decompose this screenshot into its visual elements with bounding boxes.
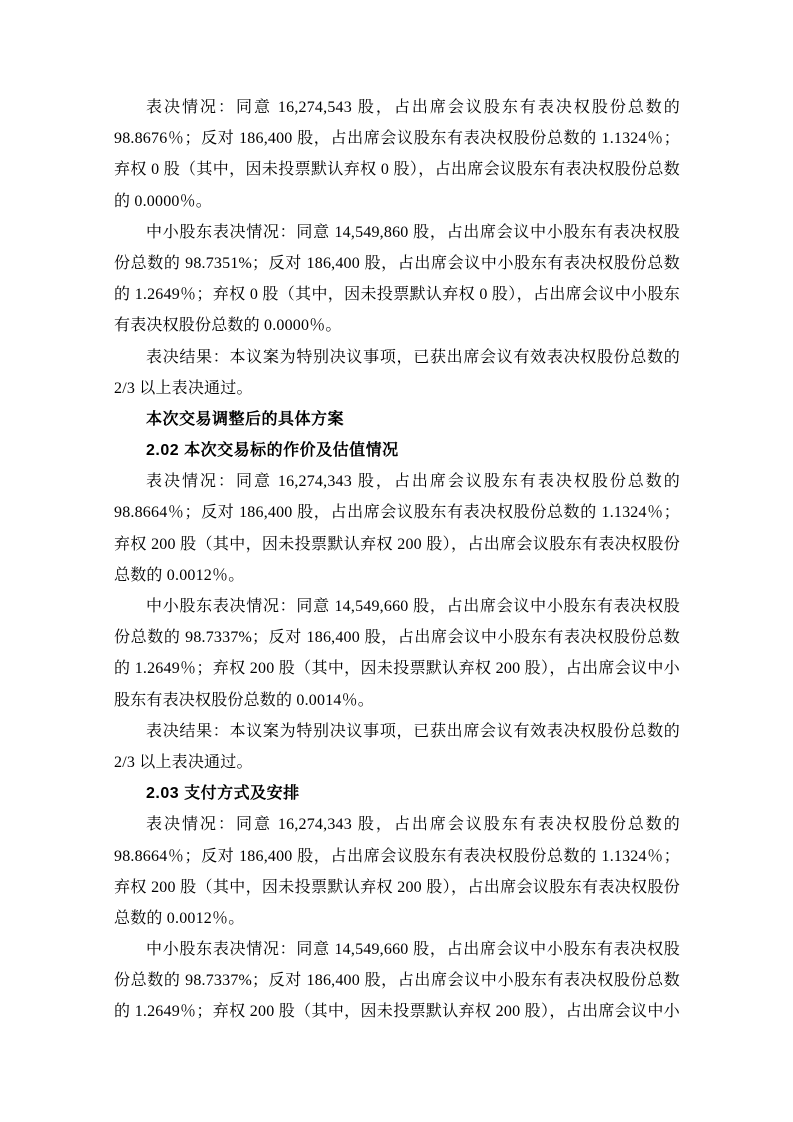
vote-2-all-shareholders (114, 466, 680, 591)
heading-line: 2.03 支付方式及安排 (146, 785, 300, 803)
text-line: 2/3 以上表决通过。 (114, 379, 253, 397)
text-line: 表决结果：本议案为特别决议事项，已获出席会议有效表决权股份总数的 (146, 348, 680, 366)
text-line: 份总数的 98.7337%；反对 186,400 股，占出席会议中小股东有表决权股份总数 (114, 972, 680, 990)
text-line: 份总数的 98.7337%；反对 186,400 股，占出席会议中小股东有表决权股份总数 (114, 629, 680, 647)
text-line: 表决结果：本议案为特别决议事项，已获出席会议有效表决权股份总数的 (146, 722, 680, 740)
heading-2-03-payment-arrangement (114, 778, 680, 809)
section-title-adjusted-plan (114, 404, 680, 435)
text-line: 98.8664％；反对 186,400 股，占出席会议股东有表决权股份总数的 1.1324％； (114, 504, 680, 522)
text-line: 中小股东表决情况：同意 14,549,660 股，占出席会议中小股东有表决权股 (146, 941, 680, 959)
text-line: 的 0.0000％。 (114, 192, 213, 210)
vote-1-minority-shareholders (114, 217, 680, 342)
vote-3-minority-shareholders (114, 934, 680, 1028)
text-line: 弃权 200 股（其中，因未投票默认弃权 200 股），占出席会议股东有表决权股份 (114, 878, 680, 896)
text-line: 弃权 0 股（其中，因未投票默认弃权 0 股），占出席会议股东有表决权股份总数 (114, 161, 680, 179)
heading-line: 本次交易调整后的具体方案 (146, 410, 345, 428)
vote-1-result (114, 342, 680, 404)
heading-2-02-pricing-valuation (114, 435, 680, 466)
text-line: 的 1.2649％；弃权 200 股（其中，因未投票默认弃权 200 股），占出席会议中小 (114, 660, 680, 678)
text-line: 股东有表决权股份总数的 0.0014％。 (114, 691, 375, 709)
text-line: 总数的 0.0012％。 (114, 566, 245, 584)
text-line: 的 1.2649％；弃权 0 股（其中，因未投票默认弃权 0 股），占出席会议中小股东 (114, 286, 680, 304)
text-line: 的 1.2649％；弃权 200 股（其中，因未投票默认弃权 200 股），占出席会议中小 (114, 1003, 680, 1021)
text-line: 表决情况：同意 16,274,543 股，占出席会议股东有表决权股份总数的 (146, 99, 680, 116)
text-line: 98.8676％；反对 186,400 股，占出席会议股东有表决权股份总数的 1.1324％； (114, 130, 680, 148)
text-line: 有表决权股份总数的 0.0000％。 (114, 317, 342, 335)
vote-1-all-shareholders (114, 92, 680, 217)
text-line: 98.8664％；反对 186,400 股，占出席会议股东有表决权股份总数的 1.1324％； (114, 847, 680, 865)
vote-2-result (114, 716, 680, 778)
text-line: 2/3 以上表决通过。 (114, 753, 253, 771)
text-line: 表决情况：同意 16,274,343 股，占出席会议股东有表决权股份总数的 (146, 816, 680, 834)
text-line: 份总数的 98.7351%；反对 186,400 股，占出席会议中小股东有表决权股份总数 (114, 254, 680, 272)
text-line: 中小股东表决情况：同意 14,549,660 股，占出席会议中小股东有表决权股 (146, 598, 680, 615)
text-line: 中小股东表决情况：同意 14,549,860 股，占出席会议中小股东有表决权股 (146, 223, 680, 241)
text-line: 总数的 0.0012％。 (114, 909, 245, 927)
vote-3-all-shareholders (114, 809, 680, 934)
heading-line: 2.02 本次交易标的作价及估值情况 (146, 442, 399, 460)
text-line: 弃权 200 股（其中，因未投票默认弃权 200 股），占出席会议股东有表决权股份 (114, 535, 680, 553)
document-content (114, 92, 680, 1028)
vote-2-minority-shareholders (114, 591, 680, 716)
text-line: 表决情况：同意 16,274,343 股，占出席会议股东有表决权股份总数的 (146, 473, 680, 491)
